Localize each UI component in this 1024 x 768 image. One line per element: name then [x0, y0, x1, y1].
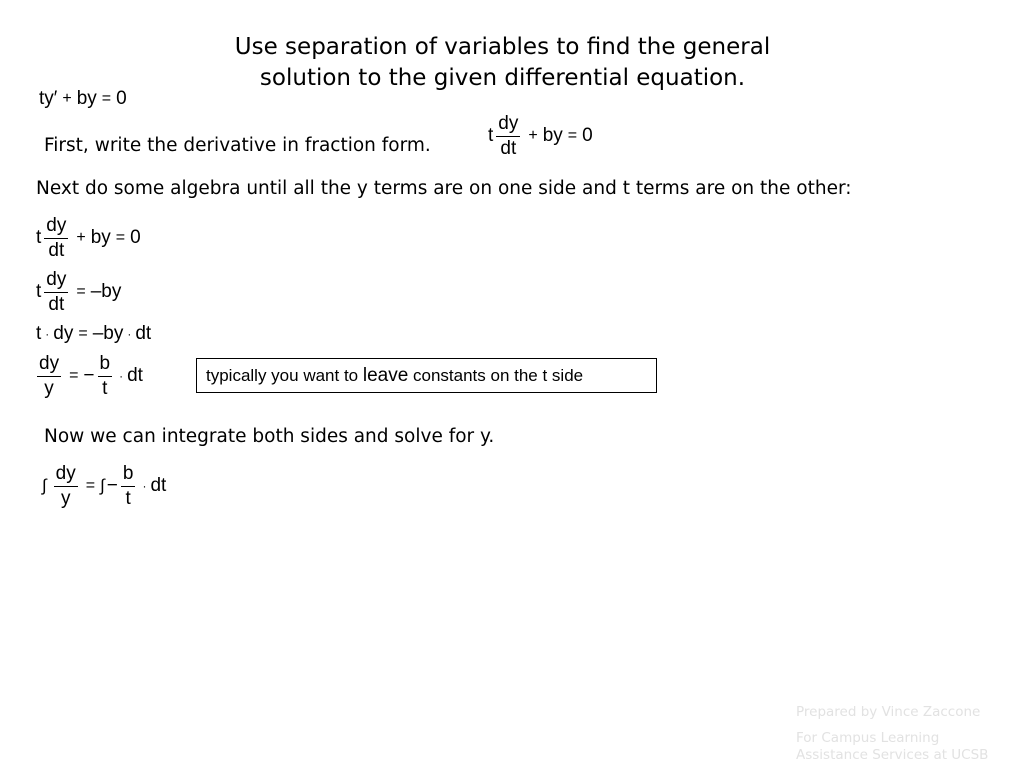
note-pre: typically you want to — [206, 366, 363, 385]
fraction-dy-dt — [44, 270, 68, 315]
fraction-dy-y — [37, 354, 61, 399]
credit-affiliation-1: For Campus Learning — [796, 730, 940, 746]
equals-sign: = — [69, 367, 79, 384]
fraction-numerator: dy — [46, 214, 67, 236]
plus-sign: + — [62, 90, 72, 107]
fraction-denominator: y — [54, 486, 78, 509]
fraction-denominator: dt — [44, 238, 68, 261]
eq-term-t: t — [488, 125, 494, 146]
eq-term-dt: dt — [150, 475, 167, 496]
algebra-line-3 — [36, 321, 151, 347]
title-line-1: Use separation of variables to find the general — [234, 34, 771, 60]
algebra-line-4 — [34, 351, 143, 401]
fraction-numerator: b — [122, 462, 134, 484]
step1-text: First, write the derivative in fraction form. — [44, 135, 431, 156]
eq-term-dt: dt — [127, 365, 143, 386]
eq-term-by: by — [90, 227, 111, 248]
fraction-numerator: b — [99, 352, 111, 374]
fraction-denominator: dt — [496, 136, 520, 159]
eq-rhs: –by — [90, 281, 122, 302]
integral-sign-right: ∫ — [100, 476, 105, 495]
note-emphasis: leave — [362, 365, 409, 386]
eq-term-t: t — [36, 281, 42, 302]
given-equation — [39, 86, 127, 112]
fraction-numerator: dy — [46, 268, 67, 290]
fraction-b-t — [121, 464, 136, 509]
minus-sign: − — [83, 365, 95, 386]
multiply-dot: · — [142, 479, 147, 493]
multiply-dot: · — [45, 327, 50, 341]
plus-sign: + — [76, 229, 86, 246]
fraction-denominator: dt — [44, 292, 68, 315]
equals-sign: = — [85, 477, 96, 494]
integral-sign-left: ∫ — [42, 476, 47, 495]
fraction-dy-y — [54, 464, 78, 509]
fraction-numerator: dy — [39, 352, 60, 374]
plus-sign: + — [528, 127, 538, 144]
integral-equation — [42, 461, 166, 511]
eq-term-ty-prime: ty′ — [39, 88, 58, 109]
fraction-denominator: t — [121, 486, 136, 509]
fraction-numerator: dy — [55, 462, 76, 484]
equals-sign: = — [78, 325, 88, 342]
fraction-b-t — [98, 354, 113, 399]
note-box — [196, 358, 657, 393]
equals-sign: = — [76, 283, 86, 300]
credit-author: Prepared by Vince Zaccone — [796, 704, 981, 720]
eq-term-by: by — [76, 88, 97, 109]
equals-sign: = — [101, 90, 112, 107]
fraction-dy-dt — [44, 216, 68, 261]
minus-sign: − — [106, 475, 118, 496]
equals-sign: = — [115, 229, 126, 246]
slide-title — [150, 32, 855, 94]
eq-term-by: by — [542, 125, 563, 146]
equals-sign: = — [567, 127, 578, 144]
eq-term-dt: dt — [135, 323, 152, 344]
eq-zero: 0 — [130, 227, 141, 248]
credit-affiliation-2: Assistance Services at UCSB — [796, 747, 989, 763]
step1-equation — [488, 111, 593, 161]
fraction-denominator: t — [98, 376, 113, 399]
eq-zero: 0 — [582, 125, 593, 146]
fraction-denominator: y — [37, 376, 61, 399]
step2-text: Next do some algebra until all the y terms are on one side and t terms are on the other: — [36, 178, 852, 199]
fraction-numerator: dy — [498, 112, 519, 134]
eq-zero: 0 — [116, 88, 127, 109]
note-post: constants on the t side — [408, 366, 584, 385]
eq-rhs: –by — [92, 323, 124, 344]
algebra-line-1 — [36, 213, 141, 263]
step3-text: Now we can integrate both sides and solve for y. — [44, 426, 495, 447]
title-line-2: solution to the given differential equation. — [259, 65, 746, 91]
multiply-dot: · — [119, 369, 124, 383]
multiply-dot: · — [127, 327, 132, 341]
algebra-line-2 — [36, 267, 121, 317]
fraction-dy-dt — [496, 114, 520, 159]
eq-term-t: t — [36, 227, 42, 248]
eq-term-t: t — [36, 323, 42, 344]
eq-term-dy: dy — [53, 323, 74, 344]
